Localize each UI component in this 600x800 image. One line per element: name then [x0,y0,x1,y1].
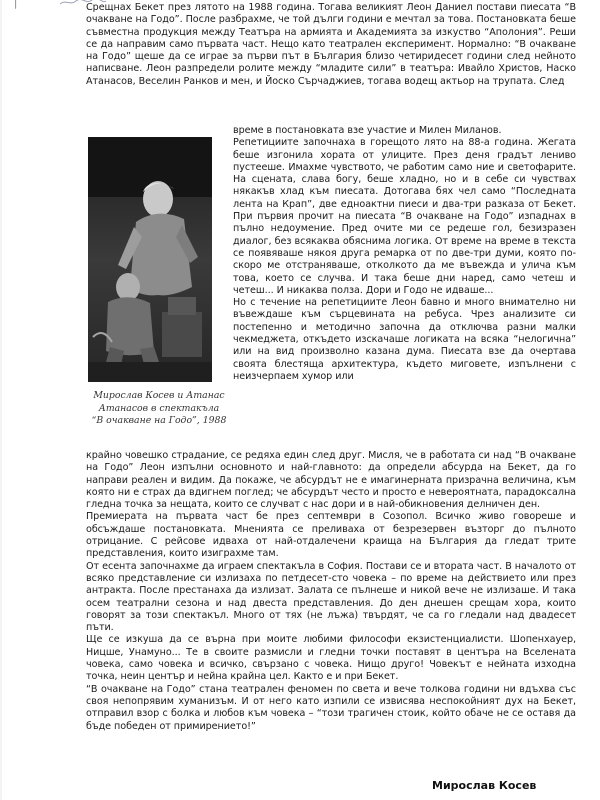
article-paragraph: крайно човешко страдание, се редяха един след друг. Мисля, че в работата си над “В очакване на Годо” Леон изпълни основното и най-главното: да определи абсурда на Бекет, да го направи реален и видим. Да покаже, че абсурдът не е имагинерната призрачна величина, към която ни е страх да вдигнем поглед; че абсурдът често и просто е невероятната, парадоксална гледна точка за нещата, които се случват с нас дори и в най-обикновения делничен ден. [86,450,576,511]
author-signature: Мирослав Косев [432,779,537,792]
article-paragraph: Репетициите започнаха в горещото лято на 88-а година. Жегата беше изгонила хората от улиците. През деня градът лениво пустееше. Имахме чувството, че работим само ние и светофарите. На сцената, слава богу, беше хладно, но и в себе си чувствах някакъв хлад към пиесата. Дотогава бях чел само “Последната лента на Крап”, две едноактни пиеси и два-три разказа от Бекет. При първия прочит на пиесата “В очакване на Годо” изпаднах в пълно недоумение. Пред очите ми се редеше гол, безизразен диалог, без всякаква обяснима логика. От време на време в текста се появяваше някоя друга ремарка от по две-три думи, която по-скоро ме отстраняваше, отколкото да ме въвежда и улича към това, което се случва. И така беше дни наред, само четеш и четеш... И никаква полза. Дори и Годо не идваше... [233,137,576,296]
article-paragraph: Премиерата на първата част бе през септември в Созопол. Всичко живо говореше и обсъждаше постановката. Мненията се преливаха от безрезервен възторг до пълното отрицание. С рейсове идваха от най-отдалечени краища на България да гледат трите представления, които изиграхме там. [86,511,576,560]
caption-line: “В очакване на Годо”, 1988 [91,415,227,426]
photo-caption [88,390,230,428]
photo-illustration [88,137,212,382]
article-paragraph: Срещнах Бекет през лятото на 1988 година. Тогава великият Леон Даниел постави пиесата “В очакване на Годо”. После разбрахме, че той дълги години е мечтал за това. Постановката беше съвместна продукция между Театъра на армията и Академията за изкуство “Аполония”. Реши се да направим само първата част. Нещо като театрален експеримент. Нормално: “В очакване на Годо” щеше да се играе за първи път в България близо четиридесет години след нейното написване. Леон разпредели ролите между “младите сили” в театъра: Ивайло Христов, Наско Атанасов, Веселин Ранков и мен, и Йоско Сърчаджиев, тогава водещ актьор на трупата. След [86,2,576,87]
article-bottom-block [86,450,576,733]
article-right-column [233,125,576,383]
scan-edge [0,0,2,800]
article-paragraph: Ще се изкуша да се върна при моите любими философи екзистенциалисти. Шопенхауер, Ницше, Унамуно... Те в своите размисли и гледни точки поставят в центъра на Вселената човека, само човека и всичко, свързано с човека. Нищо друго! Човекът е нейната изходна точка, неин център и нейна крайна цел. Както е и при Бекет. [86,634,576,683]
article-paragraph: От есента започнахме да играем спектакъла в София. Постави се и втората част. В началото от всяко представление си излизаха по петдесет-сто човека – по време на действието или през антракта. После престанаха да излизат. Залата се пълнеше и никой вече не излизаше. И така осем театрални сезона и над двеста представления. До ден днешен срещам хора, които говорят за този спектакъл. Много от тях (не лъжа) твърдят, че са го гледали над двадесет пъти. [86,560,576,634]
stage-photo [88,137,212,382]
caption-line: Мирослав Косев и Атанас [93,390,225,401]
caption-line: Атанасов в спектакъла [98,402,220,414]
article-paragraph: “В очакване на Годо” стана театрален феномен по света и вече толкова години ни вдъхва със своя непопрявим хуманизъм. И от него като изпили се извисява неспокойният дух на Бекет, отправил взор с болка и любов към човека – “този трагичен стоик, който обаче не се оставя да бъде победен от примирението!” [86,683,576,732]
article-paragraph: Но с течение на репетициите Леон бавно и много внимателно ни въвеждаше към сърцевината на ребуса. Чрез анализите си постепенно и методично започна да отключва разни малки чекмеджета, откъдето изскачаше логиката на всяка “нелогична” или на вид произволно казана дума. Пиесата взе да очертава своята блестяща архитектура, където миговете, изпълнени с неизчерпаем хумор или [233,297,576,382]
article-top-block [86,2,576,88]
article-paragraph: време в постановката взе участие и Милен Миланов. [233,125,502,136]
corner-mark: | [14,0,18,9]
